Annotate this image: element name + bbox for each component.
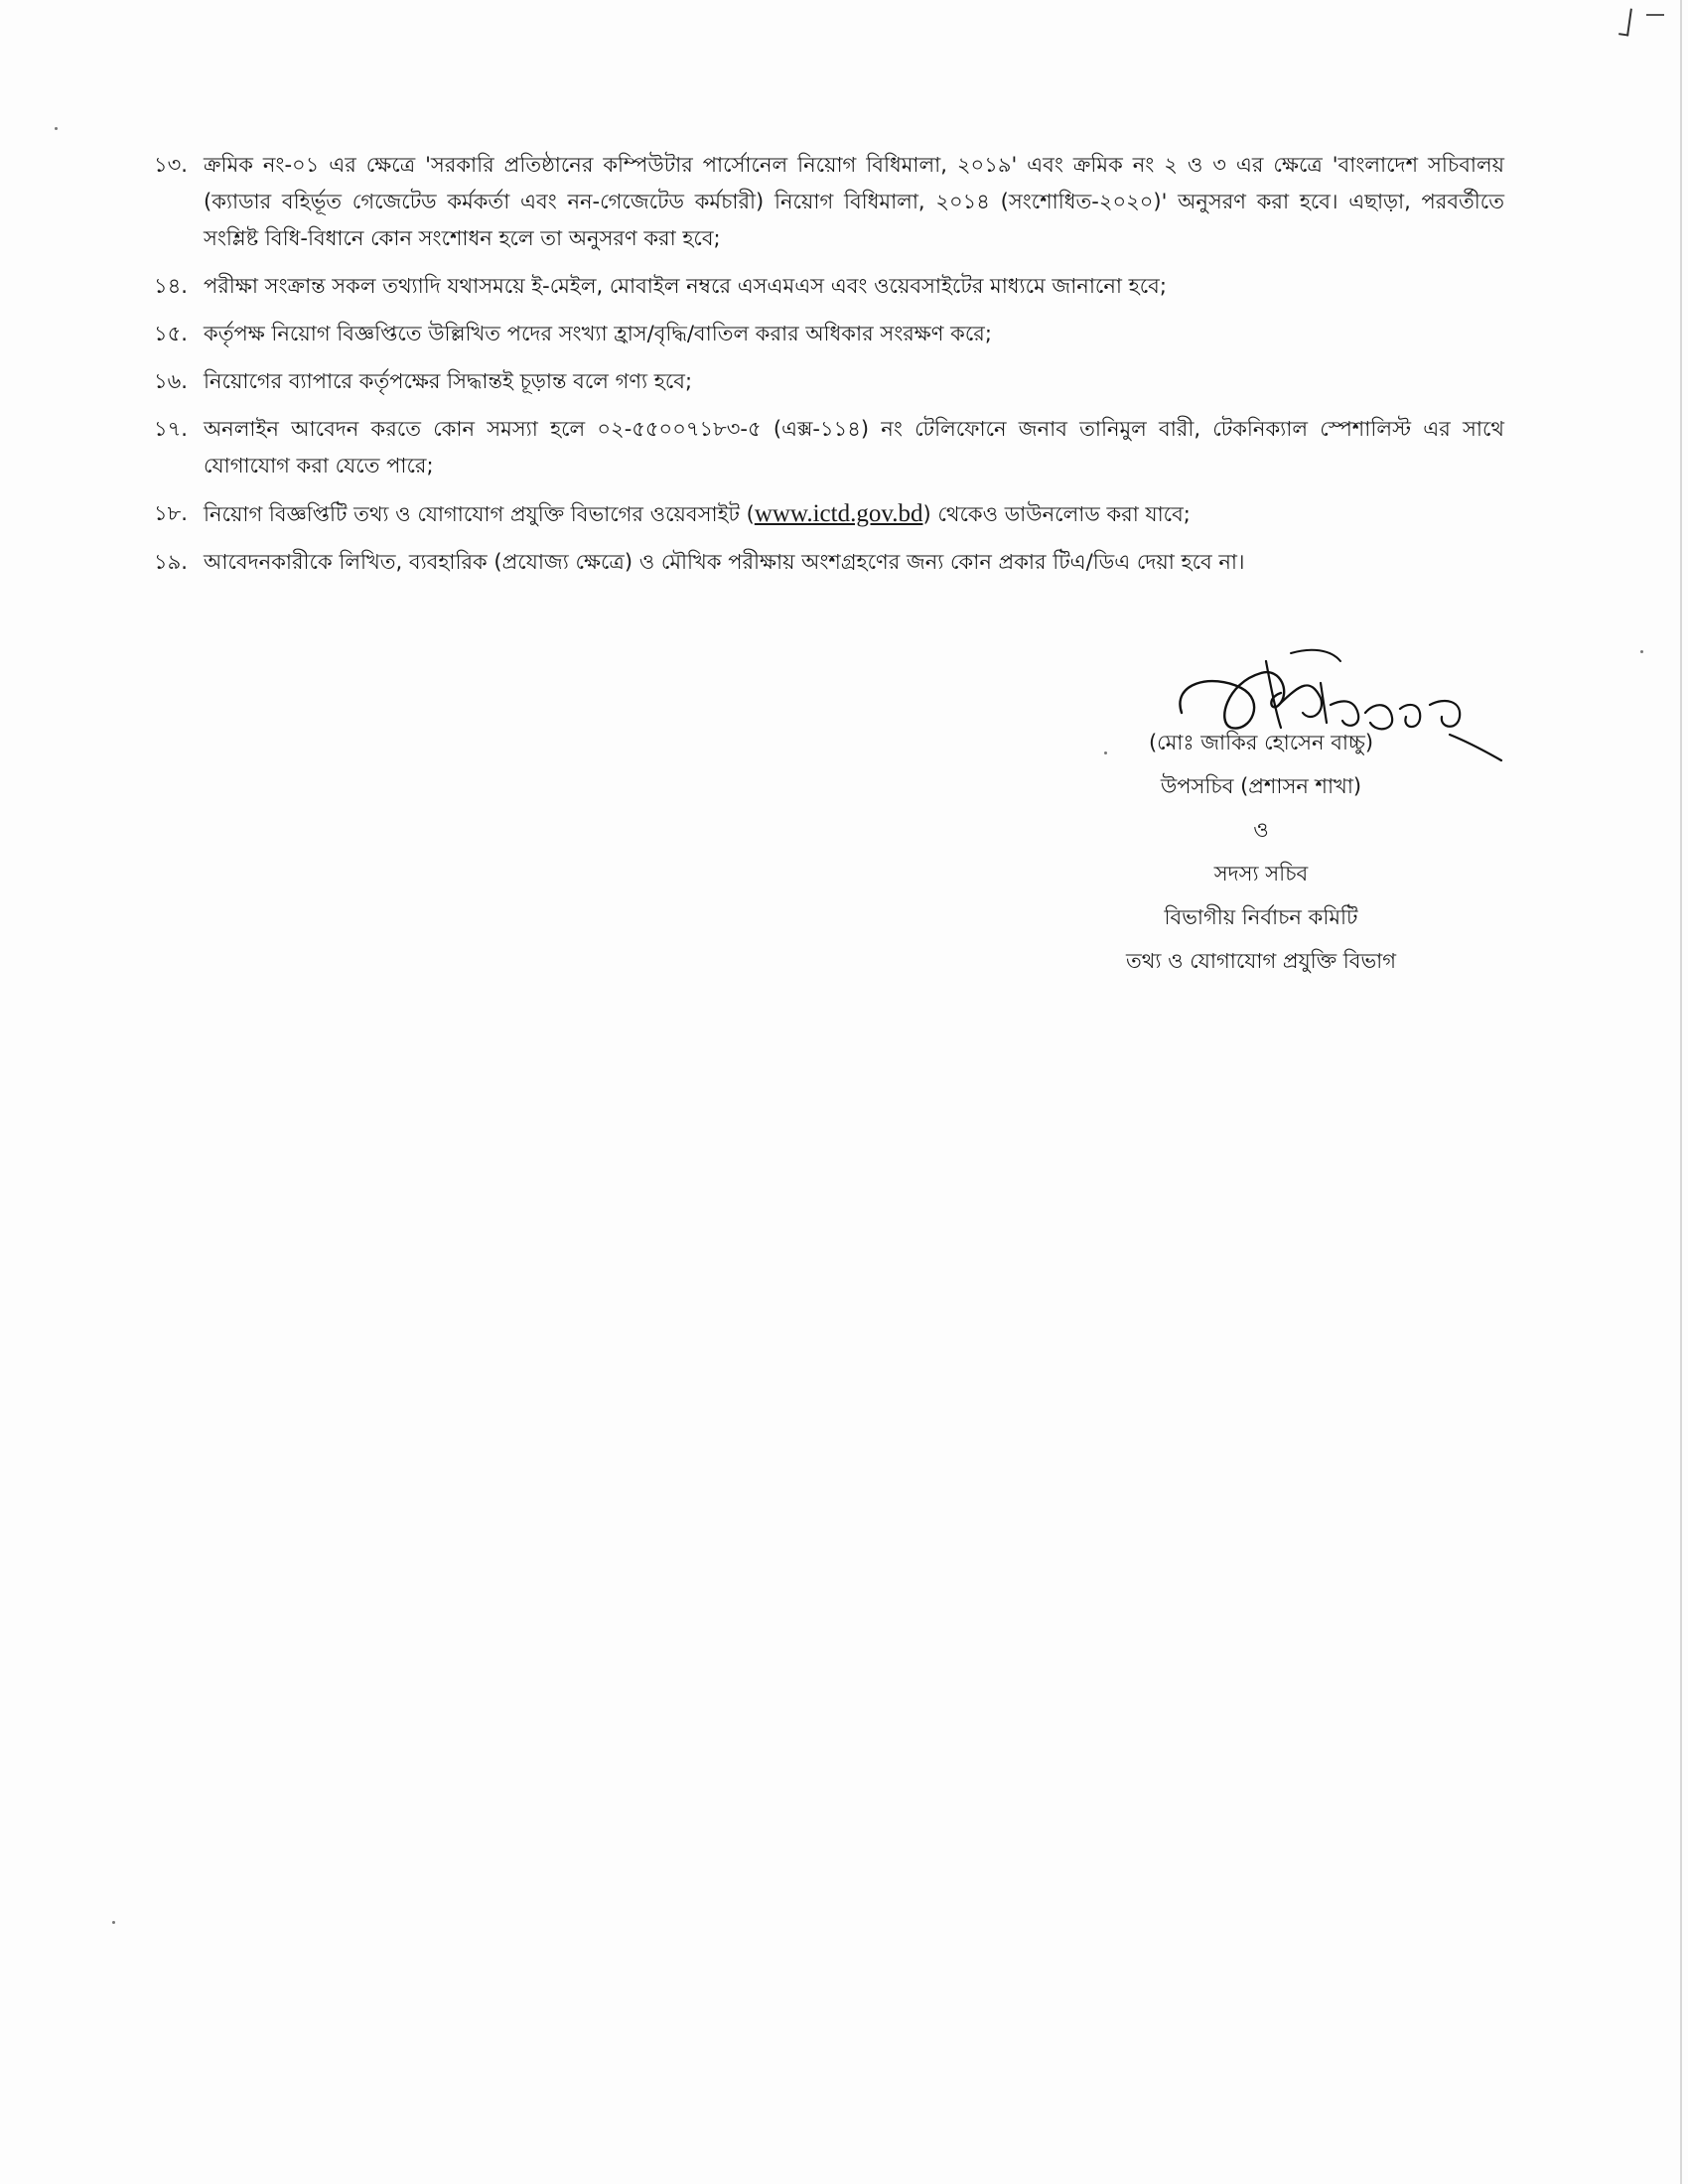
clause-text bbox=[204, 495, 1504, 533]
signatory-designation: উপসচিব (প্রশাসন শাখা) bbox=[1160, 774, 1362, 798]
clause-text-after-link: ) থেকেও ডাউনলোড করা যাবে; bbox=[922, 502, 1191, 526]
clause-number: ১৯. bbox=[154, 550, 188, 574]
signatory-name: (মোঃ জাকির হোসেন বাচ্চু) bbox=[1148, 731, 1374, 754]
clause-number: ১৪. bbox=[154, 274, 188, 298]
clause-17 bbox=[154, 411, 1504, 484]
scan-speck bbox=[55, 127, 58, 130]
scan-speck bbox=[1104, 751, 1107, 754]
signatory-conjunction: ও bbox=[1253, 818, 1269, 842]
clause-text: ক্রমিক নং-০১ এর ক্ষেত্রে 'সরকারি প্রতিষ্ঠানের কম্পিউটার পার্সোনেল নিয়োগ বিধিমালা, ২০১৯' এবং ক্রমিক নং ২ ও ৩ এর ক্ষেত্রে 'বাংলাদেশ সচিবালয় (ক্যাডার বহির্ভূত গেজেটেড কর্মকর্তা এবং নন-গেজেটেড কর্মচারী) নিয়োগ বিধিমালা, ২০১৪ (সংশোধিত-২০২০)' অনুসরণ করা হবে। এছাড়া, পরবর্তীতে সংশ্লিষ্ট বিধি-বিধানে কোন সংশোধন হলে তা অনুসরণ করা হবে; bbox=[204, 153, 1504, 250]
website-link[interactable]: www.ictd.gov.bd bbox=[754, 500, 923, 527]
clause-text: আবেদনকারীকে লিখিত, ব্যবহারিক (প্রযোজ্য ক্ষেত্রে) ও মৌখিক পরীক্ষায় অংশগ্রহণের জন্য কোন প্রকার টিএ/ডিএ দেয়া হবে না। bbox=[204, 550, 1245, 574]
clause-18 bbox=[154, 495, 1504, 533]
clause-text: পরীক্ষা সংক্রান্ত সকল তথ্যাদি যথাসময়ে ই-মেইল, মোবাইল নম্বরে এসএমএস এবং ওয়েবসাইটের মাধ্যমে জানানো হবে; bbox=[204, 274, 1167, 298]
signatory-block bbox=[1072, 730, 1450, 992]
corner-mark bbox=[1618, 7, 1632, 36]
clause-text-before-link: নিয়োগ বিজ্ঞপ্তিটি তথ্য ও যোগাযোগ প্রযুক্তি বিভাগের ওয়েবসাইট ( bbox=[204, 502, 755, 526]
scan-speck bbox=[1640, 650, 1643, 653]
scan-speck bbox=[112, 1921, 115, 1924]
signatory-committee: বিভাগীয় নির্বাচন কমিটি bbox=[1164, 905, 1358, 929]
corner-mark bbox=[1646, 0, 1664, 16]
clause-19 bbox=[154, 544, 1504, 581]
clause-number: ১৮. bbox=[154, 501, 188, 525]
clause-number: ১৬. bbox=[154, 369, 188, 393]
scan-edge bbox=[1680, 0, 1682, 2184]
signatory-role: সদস্য সচিব bbox=[1213, 862, 1309, 886]
clause-14 bbox=[154, 268, 1504, 305]
clause-text: অনলাইন আবেদন করতে কোন সমস্যা হলে ০২-৫৫০০৭১৮৩-৫ (এক্স-১১৪) নং টেলিফোনে জনাব তানিমুল বারী, টেকনিক্যাল স্পেশালিস্ট এর সাথে যোগাযোগ করা যেতে পারে; bbox=[204, 417, 1504, 478]
terms-list bbox=[154, 147, 1504, 592]
clause-16 bbox=[154, 363, 1504, 400]
clause-15 bbox=[154, 316, 1504, 352]
clause-number: ১৭. bbox=[154, 417, 188, 441]
clause-13 bbox=[154, 147, 1504, 257]
signatory-division: তথ্য ও যোগাযোগ প্রযুক্তি বিভাগ bbox=[1126, 949, 1396, 973]
clause-text: কর্তৃপক্ষ নিয়োগ বিজ্ঞপ্তিতে উল্লিখিত পদের সংখ্যা হ্রাস/বৃদ্ধি/বাতিল করার অধিকার সংরক্ষণ করে; bbox=[204, 322, 992, 345]
clause-number: ১৫. bbox=[154, 322, 188, 345]
clause-number: ১৩. bbox=[154, 153, 188, 177]
clause-text: নিয়োগের ব্যাপারে কর্তৃপক্ষের সিদ্ধান্তই চূড়ান্ত বলে গণ্য হবে; bbox=[204, 369, 693, 393]
